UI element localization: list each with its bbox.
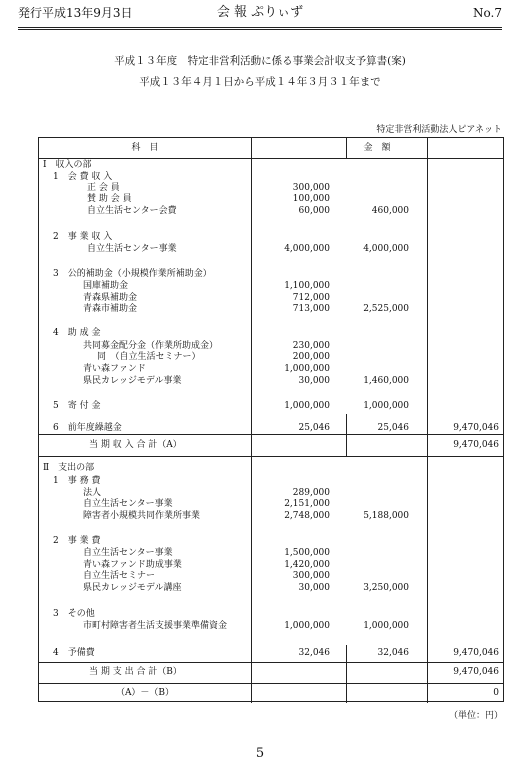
organization-name: 特定非営利活動法人ピアネット <box>376 125 502 135</box>
expense-g2-r3-value: 300,000 <box>292 571 330 581</box>
expense-sum-bottom-line <box>39 683 503 684</box>
balance-label: （A）－（B） <box>115 688 175 698</box>
expense-g1-r2: 自立生活センター事業 <box>83 499 173 509</box>
income-g4-title: 4 助 成 金 <box>53 328 101 338</box>
income-g2-title: 2 事 業 収 入 <box>53 232 113 242</box>
expense-g2-r2: 青い森ファンド助成事業 <box>83 560 182 570</box>
expense-g4-grand: 9,470,046 <box>453 648 499 658</box>
expense-g3-r1-value: 1,000,000 <box>284 621 330 631</box>
document-title: 平成１３年度 特定非営利活動に係る事業会計収支予算書(案) <box>114 55 406 67</box>
income-g5-total: 1,000,000 <box>363 401 409 411</box>
expense-g2-r1-value: 1,500,000 <box>284 548 330 558</box>
document-period: 平成１３年４月１日から平成１４年３月３１年まで <box>139 76 381 88</box>
income-g1-r3-value: 60,000 <box>298 206 330 216</box>
income-g3-r1-value: 1,100,000 <box>284 281 330 291</box>
budget-table <box>38 137 504 702</box>
income-g4-r2: 同 （自立生活セミナー） <box>97 352 201 362</box>
income-sum-value: 9,470,046 <box>453 440 499 450</box>
page-number: 5 <box>255 746 265 761</box>
income-g4-r4-value: 30,000 <box>298 376 330 386</box>
expense-g3-total: 1,000,000 <box>363 621 409 631</box>
income-sum-label: 当 期 収 入 合 計（A） <box>89 440 182 450</box>
header-rule <box>18 27 502 28</box>
income-g3-r3: 青森市補助金 <box>83 304 138 314</box>
income-g4-r1-value: 230,000 <box>292 341 330 351</box>
income-g5-value: 1,000,000 <box>284 401 330 411</box>
expense-g4-value: 32,046 <box>298 648 330 658</box>
income-g3-title: 3 公的補助金（小規模作業所補助金） <box>53 269 212 279</box>
income-sum-bottom-line <box>39 456 503 457</box>
column-divider-1b <box>346 414 347 456</box>
income-g6-total: 25,046 <box>377 423 409 433</box>
income-g1-total: 460,000 <box>371 206 409 216</box>
expense-g4-title: 4 予備費 <box>53 648 95 658</box>
income-g2-total: 4,000,000 <box>363 244 409 254</box>
income-g3-r2-value: 712,000 <box>292 293 330 303</box>
income-g6-grand: 9,470,046 <box>453 423 499 433</box>
expense-section-title: Ⅱ 支出の部 <box>43 463 95 473</box>
expense-sum-top-line <box>39 662 503 663</box>
income-g1-title: 1 会 費 収 入 <box>53 172 113 182</box>
expense-g4-total: 32,046 <box>377 648 409 658</box>
income-g1-r3: 自立生活センター会費 <box>87 206 177 216</box>
income-section-title: Ⅰ 収入の部 <box>43 160 92 170</box>
expense-sum-label: 当 期 支 出 合 計（B） <box>89 667 182 677</box>
income-g1-r1: 正 会 員 <box>87 183 120 193</box>
income-g4-r1: 共同募金配分金（作業所助成金） <box>83 341 219 351</box>
expense-g2-r2-value: 1,420,000 <box>284 560 330 570</box>
unit-note: （単位：円） <box>448 711 503 721</box>
newsletter-title: 会 報 ぷりぃず <box>216 5 304 20</box>
expense-g2-r1: 自立生活センター事業 <box>83 548 173 558</box>
expense-g1-r2-value: 2,151,000 <box>284 499 330 509</box>
income-g3-r3-value: 713,000 <box>292 304 330 314</box>
income-sum-top-line <box>39 434 503 435</box>
income-g4-r2-value: 200,000 <box>292 352 330 362</box>
column-divider-2 <box>427 138 428 703</box>
income-g1-r1-value: 300,000 <box>292 183 330 193</box>
header-bottom-line <box>39 158 503 159</box>
income-g1-r2-value: 100,000 <box>292 194 330 204</box>
expense-g1-r3: 障害者小規模共同作業所事業 <box>83 511 201 521</box>
issue-number: No.7 <box>473 6 502 20</box>
income-g5-title: 5 寄 付 金 <box>53 401 101 411</box>
expense-g2-r4-value: 30,000 <box>298 583 330 593</box>
expense-g1-title: 1 事 務 費 <box>53 476 101 486</box>
header-rule-double <box>18 29 502 30</box>
expense-g2-total: 3,250,000 <box>363 583 409 593</box>
income-g6-value: 25,046 <box>298 423 330 433</box>
expense-g1-r1-value: 289,000 <box>292 488 330 498</box>
income-g3-r1: 国庫補助金 <box>83 281 129 291</box>
expense-g1-r1: 法人 <box>83 488 102 498</box>
income-g4-total: 1,460,000 <box>363 376 409 386</box>
income-g4-r4: 県民カレッジモデル事業 <box>83 376 182 386</box>
column-header-amount: 金 額 <box>363 143 391 153</box>
income-g4-r3: 青い森ファンド <box>83 364 146 374</box>
column-header-item: 科 目 <box>131 143 159 153</box>
income-g2-r1: 自立生活センター事業 <box>87 244 177 254</box>
income-g3-total: 2,525,000 <box>363 304 409 314</box>
expense-g3-title: 3 その他 <box>53 609 95 619</box>
income-g3-r2: 青森県補助金 <box>83 293 138 303</box>
column-divider-item <box>251 138 252 703</box>
income-g6-title: 6 前年度繰越金 <box>53 423 122 433</box>
income-g1-r2: 賛 助 会 員 <box>87 194 132 204</box>
expense-sum-value: 9,470,046 <box>453 667 499 677</box>
expense-g3-r1: 市町村障害者生活支援事業準備資金 <box>83 621 228 631</box>
expense-g1-total: 5,188,000 <box>363 511 409 521</box>
income-g4-r3-value: 1,000,000 <box>284 364 330 374</box>
expense-g2-r4: 県民カレッジモデル講座 <box>83 583 182 593</box>
expense-g2-title: 2 事 業 費 <box>53 536 101 546</box>
issue-date: 発行平成13年9月3日 <box>18 6 133 20</box>
income-g2-r1-value: 4,000,000 <box>284 244 330 254</box>
balance-value: 0 <box>493 688 499 698</box>
expense-g2-r3: 自立生活セミナー <box>83 571 156 581</box>
expense-g1-r3-value: 2,748,000 <box>284 511 330 521</box>
